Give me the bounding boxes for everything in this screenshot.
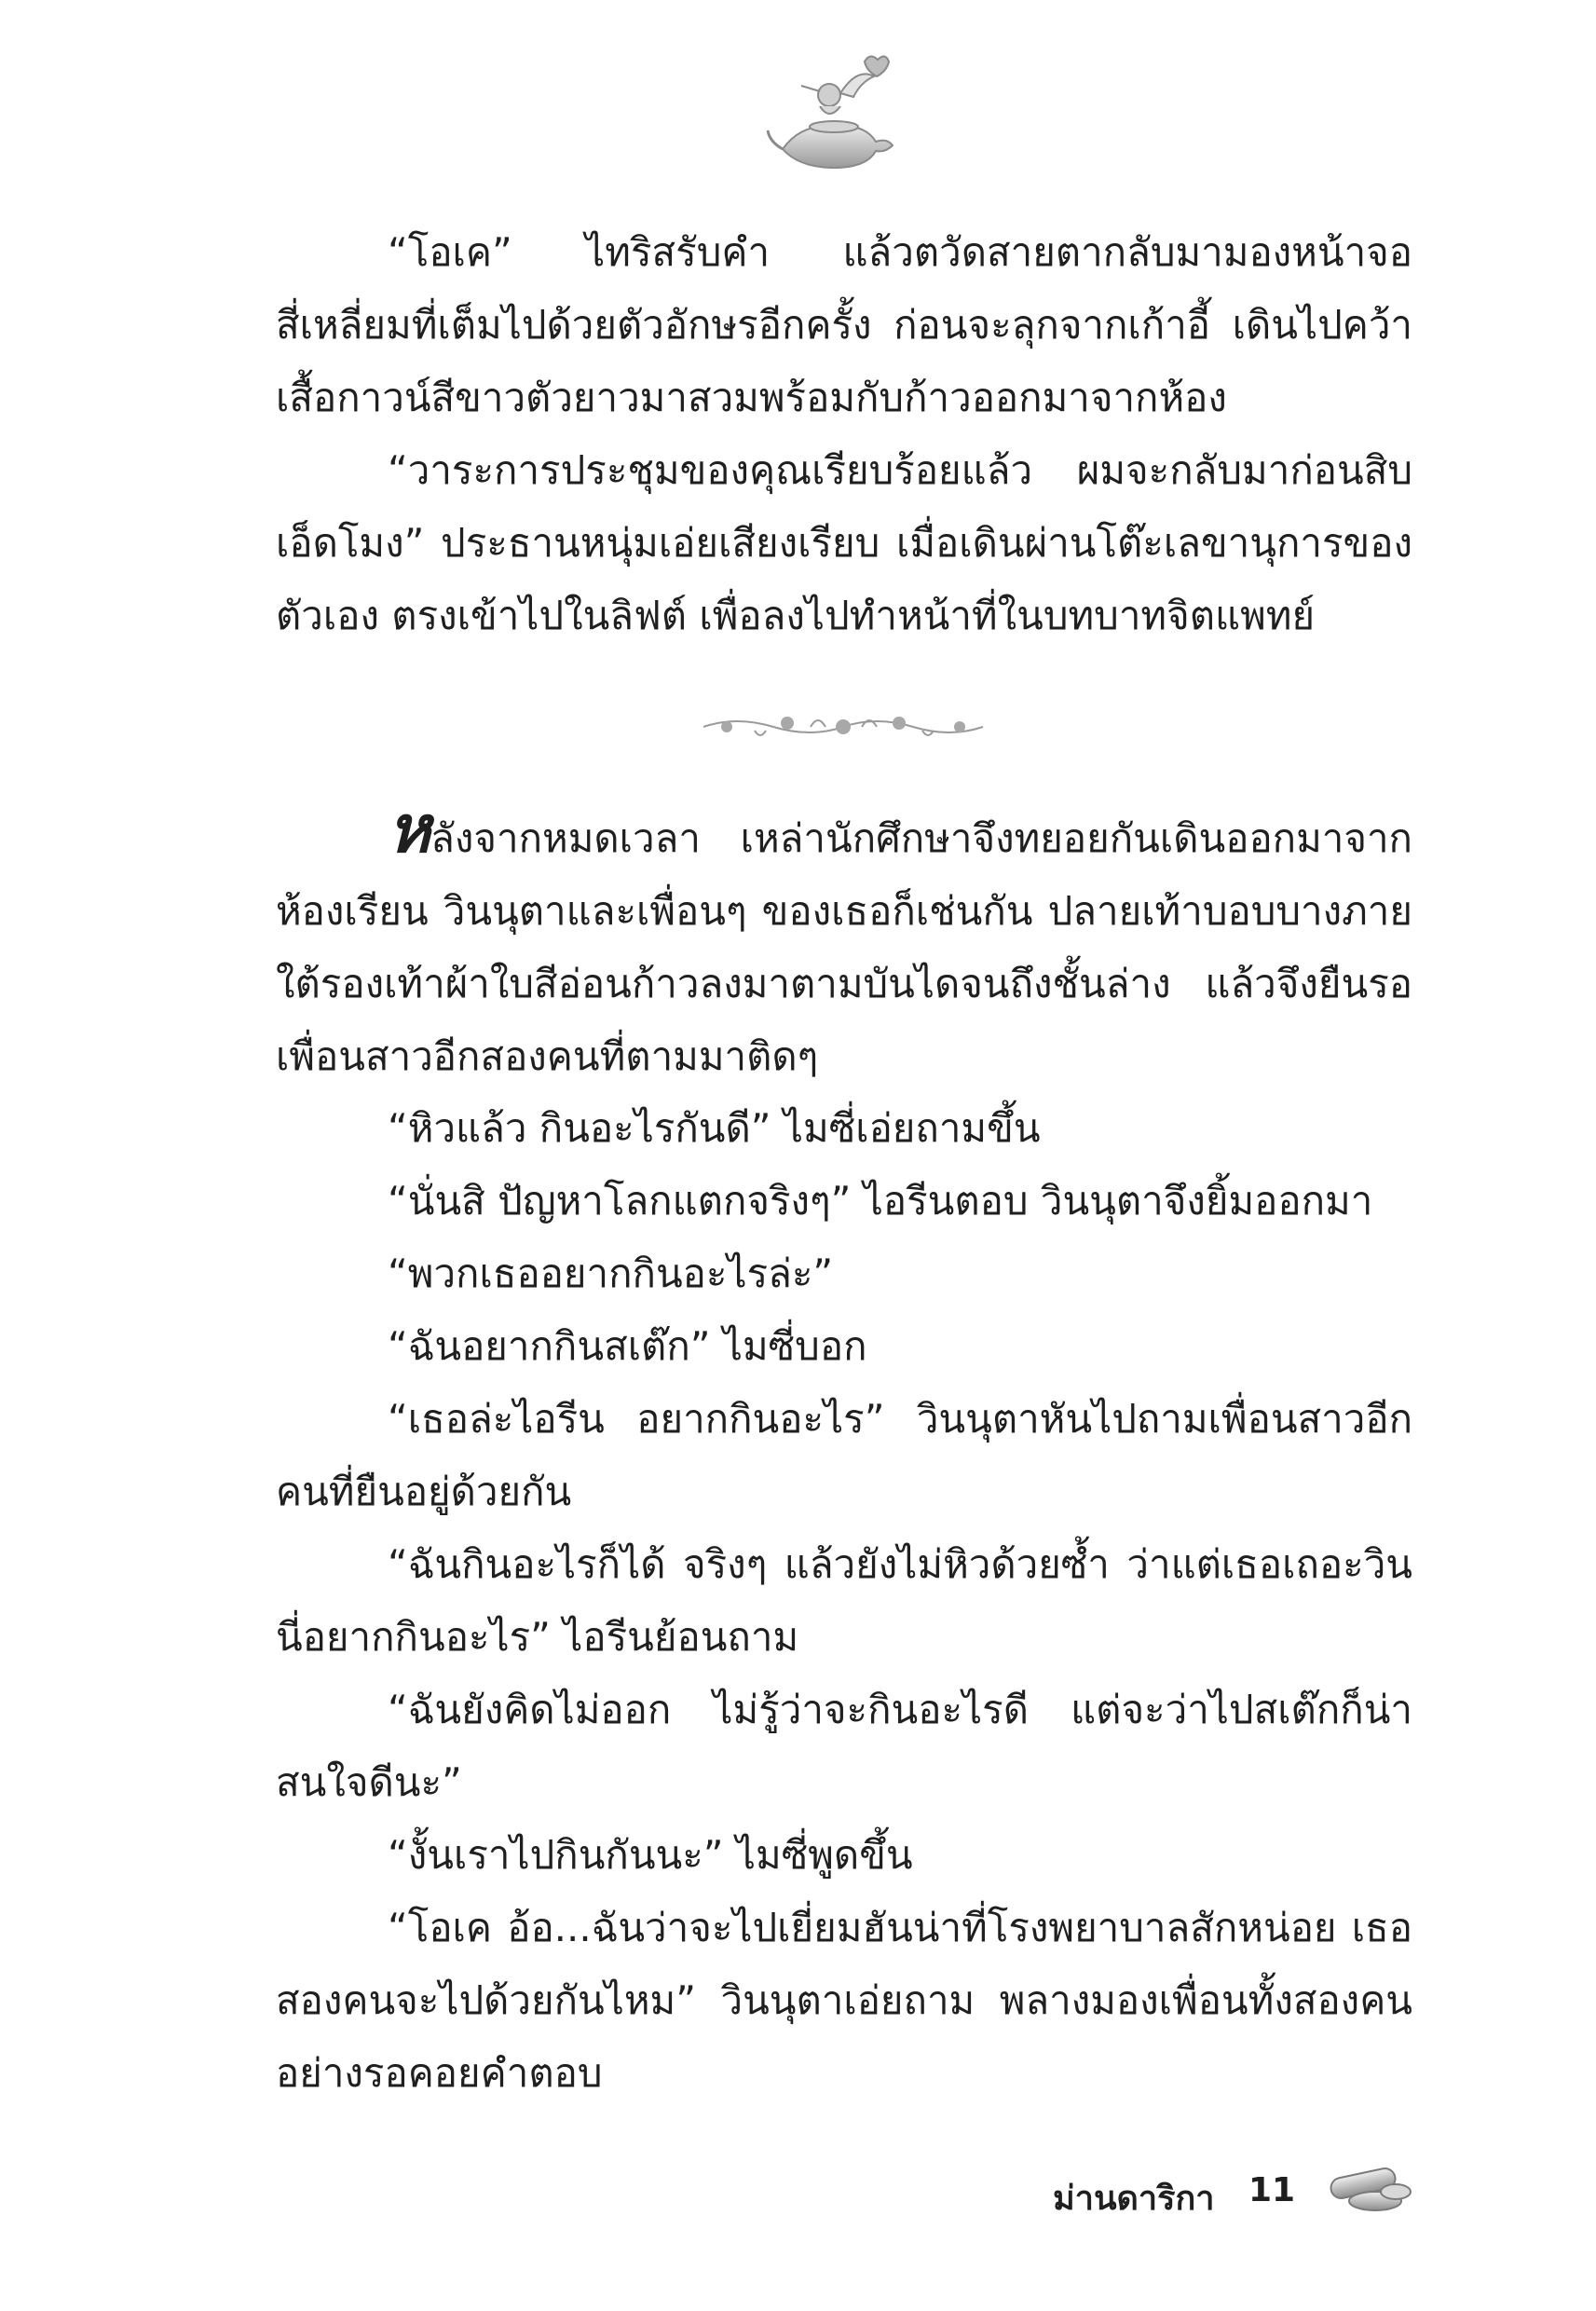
teapot-cupid-ornament-icon [764,48,904,179]
paragraph: “พวกเธออยากกินอะไรล่ะ” [388,1251,834,1296]
paragraph: “หิวแล้ว กินอะไรกันดี” ไมซี่เอ่ยถามขึ้น [388,1105,1041,1151]
paragraph: “โอเค” ไทริสรับคำ แล้วตวัดสายตากลับมามองหน้าจอสี่เหลี่ยมที่เต็มไปด้วยตัวอักษรอีกครั้ง ก่อนจะลุกจากเก้าอี้ เดินไปคว้าเสื้อกาวน์สีขาวตัวยาวมาสวมพร้อมกับก้าวออกมาจากห้อง [276,229,1412,420]
page-number: 11 [1248,2171,1296,2209]
paragraph: “ฉันอยากกินสเต๊ก” ไมซี่บอก [388,1323,867,1369]
paragraph [276,790,1412,1093]
paragraph: “วาระการประชุมของคุณเรียบร้อยแล้ว ผมจะกลับมาก่อนสิบเอ็ดโมง” ประธานหนุ่มเอ่ยเสียงเรียบ เมื่อเดินผ่านโต๊ะเลขานุการของตัวเอง ตรงเข้าไปในลิฟต์ เพื่อลงไปทำหน้าที่ในบทบาทจิตแพทย์ [276,447,1412,638]
paragraph-text: ลังจากหมดเวลา เหล่านักศึกษาจึงทยอยกันเดินออกมาจากห้องเรียน วินนุตาและเพื่อนๆ ของเธอก็เช่นกัน ปลายเท้าบอบบางภายใต้รองเท้าผ้าใบสีอ่อนก้าวลงมาตามบันไดจนถึงชั้นล่าง แล้วจึงยืนรอเพื่อนสาวอีกสองคนที่ตามมาติดๆ [276,815,1412,1079]
paragraph: “เธอล่ะไอรีน อยากกินอะไร” วินนุตาหันไปถามเพื่อนสาวอีกคนที่ยืนอยู่ด้วยกัน [276,1396,1412,1514]
paragraph: “งั้นเราไปกินกันนะ” ไมซี่พูดขึ้น [388,1832,913,1878]
paragraph: “โอเค อ้อ...ฉันว่าจะไปเยี่ยมฮันน่าที่โรงพยาบาลสักหน่อย เธอสองคนจะไปด้วยกันไหม” วินนุตาเอ่ยถาม พลางมองเพื่อนทั้งสองคนอย่างรอคอยคำตอบ [276,1905,1412,2096]
paragraph: “ฉันกินอะไรก็ได้ จริงๆ แล้วยังไม่หิวด้วยซ้ำ ว่าแต่เธอเถอะวินนี่อยากกินอะไร” ไอรีนย้อนถาม [276,1541,1412,1660]
paragraph: “นั่นสิ ปัญหาโลกแตกจริงๆ” ไอรีนตอบ วินนุตาจึงยิ้มออกมา [388,1178,1373,1224]
paragraph: “ฉันยังคิดไม่ออก ไม่รู้ว่าจะกินอะไรดี แต่จะว่าไปสเต๊กก็น่าสนใจดีนะ” [276,1687,1412,1805]
book-title: ม่านดาริกา [1053,2180,1215,2218]
drop-cap: ห [388,790,431,868]
floral-divider-icon [699,708,988,745]
pills-icon [1323,2164,1416,2216]
